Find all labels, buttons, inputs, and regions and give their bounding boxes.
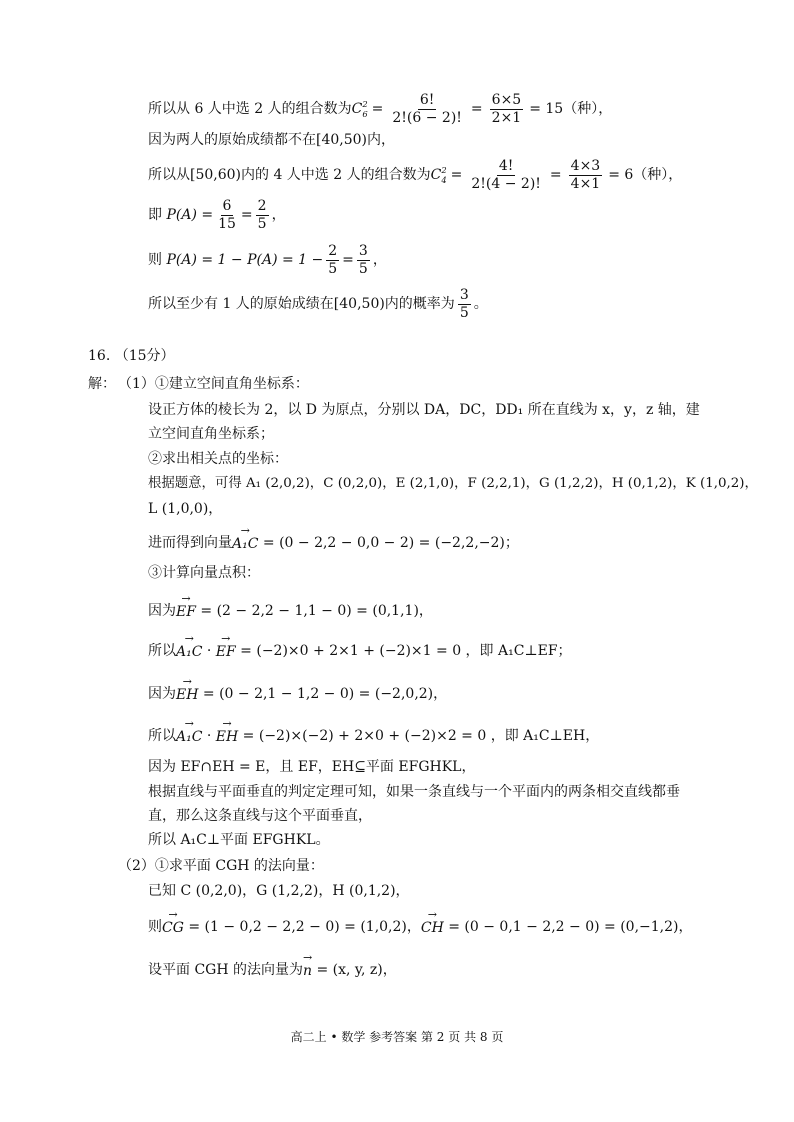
line-tail: = 15（种）， <box>529 101 613 117</box>
probability-expr: P(A) = 1 − P(A) = 1 − <box>166 252 324 268</box>
text-line: 根据题意，可得 A₁ (2,0,2)，C (0,2,0)，E (2,1,0)，F (2,2,1)，G (1,2,2)，H (0,1,2)，K (1,0,2)， <box>148 476 758 491</box>
fraction: $\frac{2}{5}$ <box>328 242 338 277</box>
step-heading: ③计算向量点积： <box>148 565 260 581</box>
line-text: 因为 <box>148 602 176 619</box>
line-text: = (2 − 2,2 − 1,1 − 0) = (0,1,1)， <box>195 602 433 619</box>
equals: = <box>549 167 562 183</box>
fraction: $\frac{6\times 5}{2\times 1}$ <box>491 91 522 126</box>
vector-line <box>148 599 433 622</box>
equals: = <box>240 207 253 223</box>
text-line: 所以 A₁C⊥平面 EFGHKL。 <box>148 832 330 848</box>
line-text: 因为 <box>148 685 176 702</box>
line-text: 所以从 6 人中选 2 人的组合数为 <box>148 101 352 117</box>
dot-product-line <box>148 639 572 662</box>
text-line: 因为两人的原始成绩都不在[40,50)内， <box>148 132 396 148</box>
question-header: 16. （15分） <box>88 348 175 364</box>
line-tail: 。 <box>473 296 488 312</box>
line-text: 所以 <box>148 727 176 744</box>
vector-symbol: EH → <box>216 724 238 747</box>
vector-symbol: EF → <box>176 599 196 622</box>
equals: = <box>470 101 483 117</box>
equals: = <box>450 167 463 183</box>
page-footer: 高二上 • 数学 参考答案 第 2 页 共 8 页 <box>290 1030 504 1044</box>
equals: = <box>342 252 354 268</box>
text-line: 直，那么这条直线与这个平面垂直， <box>148 808 372 824</box>
vector-symbol: A₁C → <box>176 639 202 662</box>
combination-symbol: C 2 6 <box>351 99 368 119</box>
vector-symbol: CH → <box>421 915 444 938</box>
line-tail: ， <box>372 252 387 268</box>
fraction: $\frac{6!}{2!(6 - 2)!}$ <box>392 91 462 126</box>
vector-symbol: EF → <box>216 639 236 662</box>
probability-line-1 <box>148 198 286 232</box>
fraction: $\frac{3}{5}$ <box>358 242 368 277</box>
fraction: $\frac{6}{15}$ <box>218 197 236 232</box>
vector-line <box>148 915 693 938</box>
combination-line-1 <box>148 92 612 126</box>
line-text: 则 <box>148 252 167 268</box>
dot-operator: · <box>202 642 216 659</box>
conclusion-line <box>148 287 488 321</box>
line-text: 进而得到向量 <box>148 534 232 551</box>
vector-symbol: CG → <box>162 915 184 938</box>
dot-product-line <box>148 724 599 747</box>
solution-label: 解： <box>88 376 116 392</box>
vector-symbol: A₁C → <box>232 531 258 554</box>
vector-symbol: n → <box>303 958 312 981</box>
vector-symbol: EH → <box>176 682 198 705</box>
line-text: 即 <box>148 207 167 223</box>
vector-line <box>148 958 397 981</box>
line-text: = (−2)×(−2) + 2×0 + (−2)×2 = 0 ，即 A₁C⊥EH， <box>238 727 600 744</box>
sup: 2 <box>362 99 368 109</box>
sub: 4 <box>441 175 447 185</box>
text-line: 设正方体的棱长为 2，以 D 为原点，分别以 DA，DC，DD₁ 所在直线为 x，y，z 轴，建 <box>148 402 700 418</box>
dot-operator: · <box>202 727 216 744</box>
probability-expr: P(A) = <box>166 207 214 223</box>
line-text: 所以从[50,60)内的 4 人中选 2 人的组合数为 <box>148 167 431 183</box>
vector-symbol: A₁C → <box>176 724 202 747</box>
line-text: 则 <box>148 918 162 935</box>
fraction: $\frac{4!}{2!(4 - 2)!}$ <box>471 157 541 192</box>
part-1-heading: （1）①建立空间直角坐标系： <box>118 376 309 392</box>
sup: 2 <box>441 165 447 175</box>
vector-line <box>148 682 447 705</box>
line-text: 设平面 CGH 的法向量为 <box>148 961 304 978</box>
sub: 6 <box>362 109 368 119</box>
probability-line-2 <box>148 243 387 277</box>
line-text: 所以至少有 1 人的原始成绩在[40,50)内的概率为 <box>148 296 455 312</box>
text-line: 已知 C (0,2,0)，G (1,2,2)，H (0,1,2)， <box>148 883 410 899</box>
vector-line <box>148 531 519 554</box>
line-tail: ， <box>271 207 286 223</box>
line-text: = (−2)×0 + 2×1 + (−2)×1 = 0 ，即 A₁C⊥EF； <box>235 642 572 659</box>
text-line: 因为 EF∩EH = E，且 EF，EH⊆平面 EFGHKL， <box>148 759 476 775</box>
fraction: $\frac{2}{5}$ <box>257 197 267 232</box>
line-text: = (1 − 0,2 − 2,2 − 0) = (1,0,2)， <box>183 918 421 935</box>
line-text: = (0 − 0,1 − 2,2 − 0) = (0,−1,2)， <box>443 918 693 935</box>
fraction: $\frac{3}{5}$ <box>459 286 469 321</box>
fraction: $\frac{4\times 3}{4\times 1}$ <box>570 157 601 192</box>
combination-line-2 <box>148 158 682 192</box>
equals: = <box>371 101 384 117</box>
line-text: = (0 − 2,1 − 1,2 − 0) = (−2,0,2)， <box>198 685 448 702</box>
text-line: L (1,0,0)， <box>148 501 223 517</box>
combination-symbol: C 2 4 <box>430 165 447 185</box>
line-text: = (0 − 2,2 − 0,0 − 2) = (−2,2,−2)； <box>258 534 519 551</box>
line-text: 所以 <box>148 642 176 659</box>
text-line: 根据直线与平面垂直的判定定理可知，如果一条直线与一个平面内的两条相交直线都垂 <box>148 784 680 800</box>
line-text: = (x, y, z)， <box>312 961 397 978</box>
text-line: 立空间直角坐标系； <box>148 426 274 442</box>
step-heading: ②求出相关点的坐标： <box>148 451 288 467</box>
line-tail: = 6（种）， <box>608 167 683 183</box>
part-2-heading: （2）①求平面 CGH 的法向量： <box>118 858 324 874</box>
